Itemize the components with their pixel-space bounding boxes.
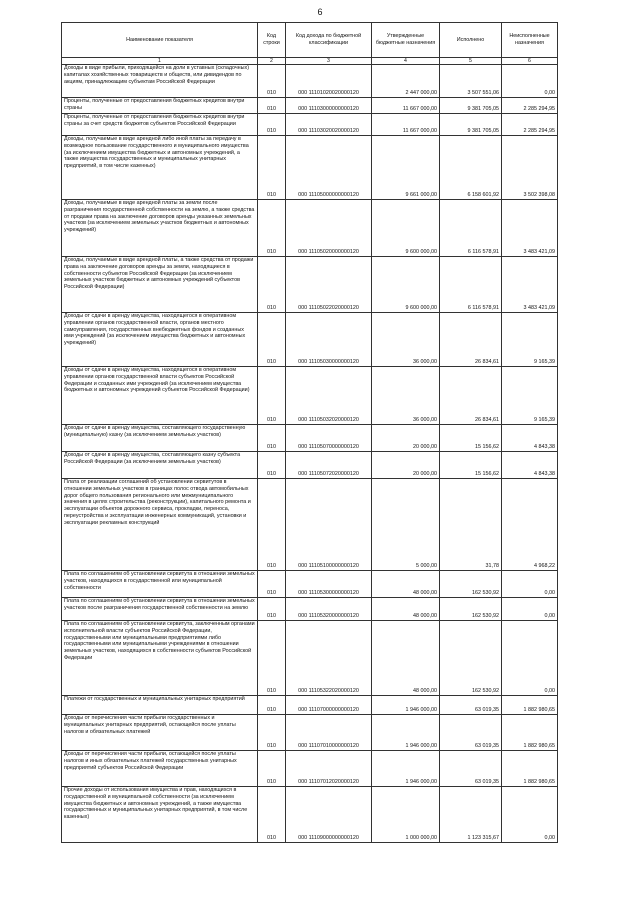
row-name: Плата от реализации соглашений об установлении сервитутов в отношении земельных участков в границах полос отвода автомобильных дорог общего пользования регионального или межмуниципального значения в целях строительства (реконструкции), капитального ремонта и эксплуатации объектов дорожного сервиса, прокладки, переноса, переустройства и эксплуатации инженерных коммуникаций, установки и эксплуатации рекламных конструкций [62,479,258,571]
row-name: Плата по соглашениям об установлении сервитута в отношении земельных участков, находящихся в государственной или муниципальной собственности [62,571,258,598]
row-name: Плата по соглашениям об установлении сервитута, заключенным органами исполнительной власти субъектов Российской Федерации, государственными или муниципальными предприятиями либо государственными или муниципальными учреждениями в отношении земельных участков, находящихся в собственности субъектов Российской Федерации [62,621,258,696]
row-approved: 5 000,00 [372,479,440,571]
row-kbk: 000 11109000000000120 [286,787,372,843]
row-line-code: 010 [258,621,286,696]
row-kbk: 000 11105072020000120 [286,452,372,479]
row-approved: 48 000,00 [372,571,440,598]
row-name: Проценты, полученные от предоставления бюджетных кредитов внутри страны за счет средств бюджетов субъектов Российской Федерации [62,114,258,136]
row-executed: 63 019,35 [440,715,502,751]
row-approved: 48 000,00 [372,621,440,696]
row-executed: 6 158 601,92 [440,136,502,200]
table-row [62,571,558,598]
row-approved: 36 000,00 [372,367,440,425]
row-unexecuted: 3 483 421,09 [502,257,558,313]
row-executed: 63 019,35 [440,696,502,715]
row-line-code: 010 [258,367,286,425]
row-kbk: 000 11105322020000120 [286,621,372,696]
row-name: Доходы от сдачи в аренду имущества, составляющего государственную (муниципальную) казну (за исключением земельных участков) [62,425,258,452]
row-name: Доходы от сдачи в аренду имущества, находящегося в оперативном управлении органов государственной власти субъектов Российской Федерации и созданных ими учреждений (за исключением имущества бюджетных и автономных учреждений субъектов Российской Федерации) [62,367,258,425]
row-unexecuted: 1 882 980,65 [502,696,558,715]
row-executed: 63 019,35 [440,751,502,787]
row-executed: 162 530,92 [440,571,502,598]
row-executed: 162 530,92 [440,598,502,621]
row-executed: 6 116 578,91 [440,200,502,257]
row-line-code: 010 [258,136,286,200]
row-executed: 6 116 578,91 [440,257,502,313]
row-kbk: 000 11105100000000120 [286,479,372,571]
table-row [62,787,558,843]
row-name: Платежи от государственных и муниципальных унитарных предприятий [62,696,258,715]
row-executed: 31,78 [440,479,502,571]
row-unexecuted: 2 285 294,95 [502,98,558,114]
row-approved: 11 667 000,00 [372,114,440,136]
row-name: Проценты, полученные от предоставления бюджетных кредитов внутри страны [62,98,258,114]
column-number: 3 [286,58,372,65]
header-unexecuted: Неисполненные назначения [502,23,558,58]
row-kbk: 000 11101020020000120 [286,65,372,98]
row-approved: 48 000,00 [372,598,440,621]
table-row [62,200,558,257]
row-kbk: 000 11105022020000120 [286,257,372,313]
row-approved: 36 000,00 [372,313,440,367]
row-executed: 9 381 705,05 [440,114,502,136]
row-kbk: 000 11107010000000120 [286,715,372,751]
column-number: 6 [502,58,558,65]
header-row [62,23,558,58]
row-approved: 1 946 000,00 [372,696,440,715]
row-unexecuted: 2 285 294,95 [502,114,558,136]
row-kbk: 000 11103000000000120 [286,98,372,114]
row-name: Плата по соглашениям об установлении сервитута в отношении земельных участков после разграничения государственной собственности на землю [62,598,258,621]
row-approved: 20 000,00 [372,425,440,452]
row-unexecuted: 0,00 [502,621,558,696]
header-approved: Утвержденные бюджетные назначения [372,23,440,58]
row-unexecuted: 1 882 980,65 [502,751,558,787]
header-executed: Исполнено [440,23,502,58]
row-kbk: 000 11105070000000120 [286,425,372,452]
header-name: Наименование показателя [62,23,258,58]
row-unexecuted: 0,00 [502,65,558,98]
row-name: Доходы от перечисления части прибыли государственных и муниципальных унитарных предприятий, остающейся после уплаты налогов и обязательных платежей [62,715,258,751]
income-report-table [61,22,558,843]
row-name: Доходы, получаемые в виде арендной либо иной платы за передачу в возмездное пользование государственного и муниципального имущества (за исключением имущества бюджетных и автономных учреждений, а также имущества государственных и муниципальных унитарных предприятий, в том числе казенных) [62,136,258,200]
row-approved: 1 946 000,00 [372,751,440,787]
row-unexecuted: 4 843,38 [502,425,558,452]
column-number: 4 [372,58,440,65]
table-row [62,452,558,479]
column-number: 5 [440,58,502,65]
row-line-code: 010 [258,715,286,751]
row-line-code: 010 [258,257,286,313]
table-row [62,696,558,715]
table-row [62,114,558,136]
row-unexecuted: 0,00 [502,571,558,598]
row-line-code: 010 [258,98,286,114]
row-line-code: 010 [258,598,286,621]
row-kbk: 000 11105300000000120 [286,571,372,598]
row-approved: 9 600 000,00 [372,200,440,257]
column-number: 1 [62,58,258,65]
row-line-code: 010 [258,114,286,136]
row-unexecuted: 3 483 421,09 [502,200,558,257]
row-executed: 162 530,92 [440,621,502,696]
row-executed: 3 507 551,06 [440,65,502,98]
row-line-code: 010 [258,425,286,452]
row-approved: 9 600 000,00 [372,257,440,313]
row-kbk: 000 11105020000000120 [286,200,372,257]
row-unexecuted: 3 502 398,08 [502,136,558,200]
row-unexecuted: 4 968,22 [502,479,558,571]
row-unexecuted: 9 165,39 [502,367,558,425]
row-executed: 26 834,61 [440,313,502,367]
table-row [62,367,558,425]
row-kbk: 000 11105000000000120 [286,136,372,200]
table-row [62,98,558,114]
table-row [62,621,558,696]
row-kbk: 000 11105032020000120 [286,367,372,425]
row-executed: 15 156,62 [440,425,502,452]
row-name: Доходы от сдачи в аренду имущества, составляющего казну субъекта Российской Федерации (за исключением земельных участков) [62,452,258,479]
row-kbk: 000 11105030000000120 [286,313,372,367]
row-line-code: 010 [258,696,286,715]
row-kbk: 000 11107000000000120 [286,696,372,715]
row-executed: 26 834,61 [440,367,502,425]
table-row [62,257,558,313]
row-approved: 2 447 000,00 [372,65,440,98]
row-unexecuted: 9 165,39 [502,313,558,367]
column-number-row [62,58,558,65]
row-line-code: 010 [258,571,286,598]
row-executed: 15 156,62 [440,452,502,479]
row-name: Прочие доходы от использования имущества и прав, находящихся в государственной и муниципальной собственности (за исключением имущества бюджетных и автономных учреждений, а также имущества государственных и муниципальных унитарных предприятий, в том числе казенных) [62,787,258,843]
row-kbk: 000 11107012020000120 [286,751,372,787]
row-line-code: 010 [258,751,286,787]
row-approved: 1 946 000,00 [372,715,440,751]
row-approved: 20 000,00 [372,452,440,479]
table-row [62,425,558,452]
row-kbk: 000 11103020020000120 [286,114,372,136]
row-line-code: 010 [258,313,286,367]
row-name: Доходы, получаемые в виде арендной платы, а также средства от продажи права на заключение договоров аренды за земли, находящиеся в собственности субъектов Российской Федерации (за исключением земельных участков бюджетных и автономных учреждений субъектов Российской Федерации) [62,257,258,313]
row-unexecuted: 4 843,38 [502,452,558,479]
table-row [62,598,558,621]
row-approved: 11 667 000,00 [372,98,440,114]
header-line-code: Код строки [258,23,286,58]
row-approved: 9 661 000,00 [372,136,440,200]
row-kbk: 000 11105320000000120 [286,598,372,621]
table-row [62,751,558,787]
table-row [62,715,558,751]
row-name: Доходы в виде прибыли, приходящейся на доли в уставных (складочных) капиталах хозяйственных товариществ и обществ, или дивидендов по акциям, принадлежащим субъектам Российской Федерации [62,65,258,98]
row-line-code: 010 [258,452,286,479]
row-line-code: 010 [258,200,286,257]
row-name: Доходы от перечисления части прибыли, остающейся после уплаты налогов и иных обязательных платежей государственных унитарных предприятий субъектов Российской Федерации [62,751,258,787]
row-name: Доходы от сдачи в аренду имущества, находящегося в оперативном управлении органов государственной власти, органов местного самоуправления, государственных внебюджетных фондов и созданных ими учреждений (за исключением имущества бюджетных и автономных учреждений) [62,313,258,367]
table-row [62,136,558,200]
row-unexecuted: 0,00 [502,598,558,621]
table-row [62,479,558,571]
row-line-code: 010 [258,479,286,571]
header-kbk: Код дохода по бюджетной классификации [286,23,372,58]
table-row [62,65,558,98]
row-approved: 1 000 000,00 [372,787,440,843]
row-executed: 1 123 315,67 [440,787,502,843]
column-number: 2 [258,58,286,65]
page-number: 6 [317,7,323,17]
row-executed: 9 381 705,05 [440,98,502,114]
row-name: Доходы, получаемые в виде арендной платы за земли после разграничения государственной собственности на землю, а также средства от продажи права на заключение договоров аренды указанных земельных участков (за исключением земельных участков бюджетных и автономных учреждений) [62,200,258,257]
row-unexecuted: 1 882 980,65 [502,715,558,751]
row-line-code: 010 [258,65,286,98]
table-row [62,313,558,367]
row-unexecuted: 0,00 [502,787,558,843]
row-line-code: 010 [258,787,286,843]
